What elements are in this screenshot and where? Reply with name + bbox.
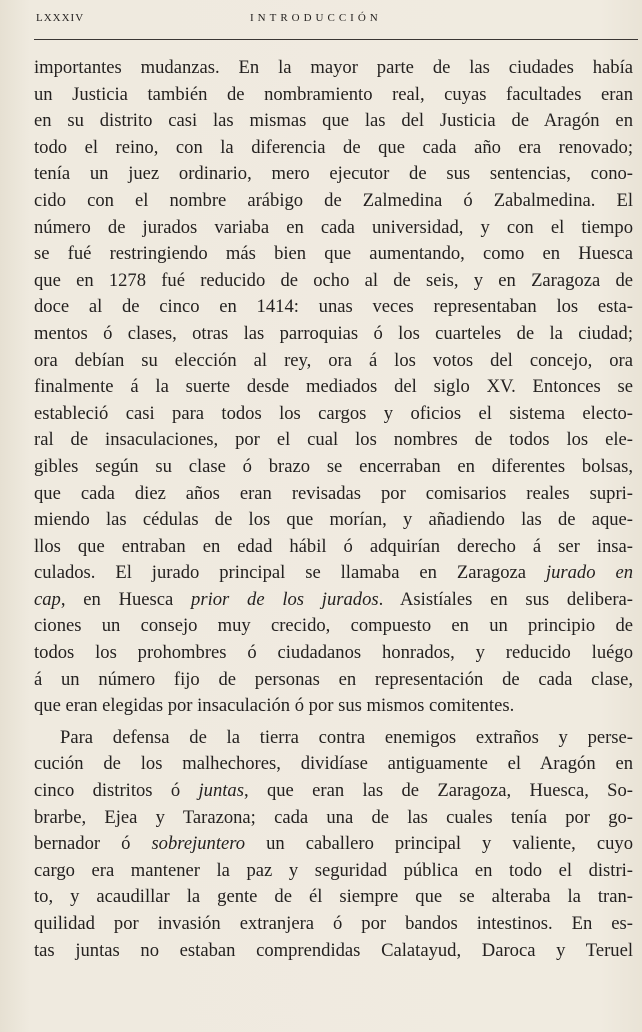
text-segment: culados. El jurado principal se llamaba en Zaragoza <box>34 562 546 584</box>
text-segment: importantes mudanzas. En la mayor parte de las ciudades había <box>34 57 633 78</box>
text-segment: cargo era mantener la paz y seguridad pública en todo el distri- <box>34 859 633 881</box>
text-line <box>34 294 633 321</box>
text-segment: ciones un consejo muy crecido, compuesto en un principio de <box>34 615 633 637</box>
text-line <box>34 481 633 508</box>
text-line <box>34 884 633 911</box>
page-folio: LXXXIV <box>36 12 85 24</box>
text-segment: que en 1278 fué reducido de ocho al de seis, y en Zaragoza de <box>34 269 633 291</box>
text-line <box>34 321 633 348</box>
italic-term: juntas <box>198 780 244 802</box>
text-segment: todo el reino, con la diferencia de que cada año era renovado; <box>34 136 633 158</box>
text-line <box>34 560 633 587</box>
text-segment: to, y acaudillar la gente de él siempre que se alteraba la tran- <box>34 886 633 908</box>
text-segment: quilidad por invasión extranjera ó por bandos intestinos. En es- <box>34 913 633 934</box>
text-line <box>34 640 633 667</box>
text-line <box>34 858 633 885</box>
text-line <box>34 454 633 481</box>
text-line <box>34 161 633 188</box>
text-line <box>34 911 633 938</box>
text-segment: que eran elegidas por insaculación ó por sus mismos comitentes. <box>34 695 515 717</box>
text-segment: mentos ó clases, otras las parroquias ó los cuarteles de la ciudad; <box>34 322 633 344</box>
text-segment: ora debían su elección al rey, ora á los votos del concejo, ora <box>34 349 633 371</box>
running-head <box>36 8 634 32</box>
text-line <box>34 613 633 640</box>
text-line <box>34 831 633 858</box>
text-segment: todos los prohombres ó ciudadanos honrados, y reducido luégo <box>34 642 633 664</box>
text-line <box>34 374 633 401</box>
text-line <box>34 427 633 454</box>
text-line <box>34 587 633 614</box>
text-line <box>34 108 633 135</box>
text-segment: en su distrito casi las mismas que las del Justicia de Aragón en <box>34 110 633 132</box>
text-segment: llos que entraban en edad hábil ó adquirían derecho á ser insa- <box>34 535 633 557</box>
text-segment: número de jurados variaba en cada universidad, y con el tiempo <box>34 216 633 238</box>
text-line <box>34 55 633 82</box>
text-segment: , en Huesca <box>60 588 192 610</box>
text-line <box>34 751 633 778</box>
text-segment: gibles según su clase ó brazo se encerraban en diferentes bolsas, <box>34 455 633 477</box>
header-rule <box>34 39 638 40</box>
text-line <box>34 693 633 720</box>
italic-term: cap <box>34 588 61 610</box>
text-line <box>34 938 633 965</box>
text-segment: estableció casi para todos los cargos y oficios el sistema electo- <box>34 402 633 424</box>
text-segment: tenía un juez ordinario, mero ejecutor de sus sentencias, cono- <box>34 163 633 185</box>
text-segment: doce al de cinco en 1414: unas veces representaban los esta- <box>34 296 633 318</box>
italic-term: sobrejuntero <box>151 833 246 855</box>
text-segment: ral de insaculaciones, por el cual los nombres de todos los ele- <box>34 429 633 451</box>
text-segment: . Asistíales en sus delibera- <box>378 588 633 610</box>
text-line <box>34 135 633 162</box>
text-line <box>34 507 633 534</box>
text-line <box>34 215 633 242</box>
italic-term: prior de los jurados <box>191 588 379 610</box>
text-line <box>34 725 633 752</box>
text-line <box>34 778 633 805</box>
text-segment: miendo las cédulas de los que morían, y añadiendo las de aque- <box>34 509 633 531</box>
italic-term: jurado en <box>545 562 633 584</box>
text-segment: un Justicia también de nombramiento real, cuyas facultades eran <box>34 83 633 105</box>
text-line <box>34 348 633 375</box>
text-segment: brarbe, Ejea y Tarazona; cada una de las cuales tenía por go- <box>34 806 633 828</box>
text-line <box>34 805 633 832</box>
text-segment: que cada diez años eran revisadas por comisarios reales supri- <box>34 482 633 504</box>
text-segment: cución de los malhechores, dividíase antiguamente el Aragón en <box>34 753 633 775</box>
text-line <box>34 268 633 295</box>
text-segment: finalmente á la suerte desde mediados del siglo XV. Entonces se <box>34 376 633 398</box>
running-title: INTRODUCCIÓN <box>250 12 382 24</box>
text-line <box>34 241 633 268</box>
text-line <box>34 534 633 561</box>
text-line <box>34 401 633 428</box>
paragraph <box>34 55 633 720</box>
text-segment: tas juntas no estaban comprendidas Calatayud, Daroca y Teruel <box>34 939 633 961</box>
text-line <box>34 188 633 215</box>
text-segment: se fué restringiendo más bien que aumentando, como en Huesca <box>34 243 633 265</box>
text-segment: cido con el nombre arábigo de Zalmedina ó Zabalmedina. El <box>34 189 633 211</box>
text-segment: , que eran las de Zaragoza, Huesca, So- <box>243 780 634 802</box>
text-segment: cinco distritos ó <box>34 780 199 802</box>
text-line <box>34 667 633 694</box>
text-segment: un caballero principal y valiente, cuyo <box>245 833 634 855</box>
text-segment: Para defensa de la tierra contra enemigos extraños y perse- <box>60 726 633 748</box>
text-segment: á un número fijo de personas en representación de cada clase, <box>34 668 633 690</box>
body-text <box>34 55 633 964</box>
text-line <box>34 82 633 109</box>
paragraph <box>34 725 633 964</box>
text-segment: bernador ó <box>34 833 152 855</box>
